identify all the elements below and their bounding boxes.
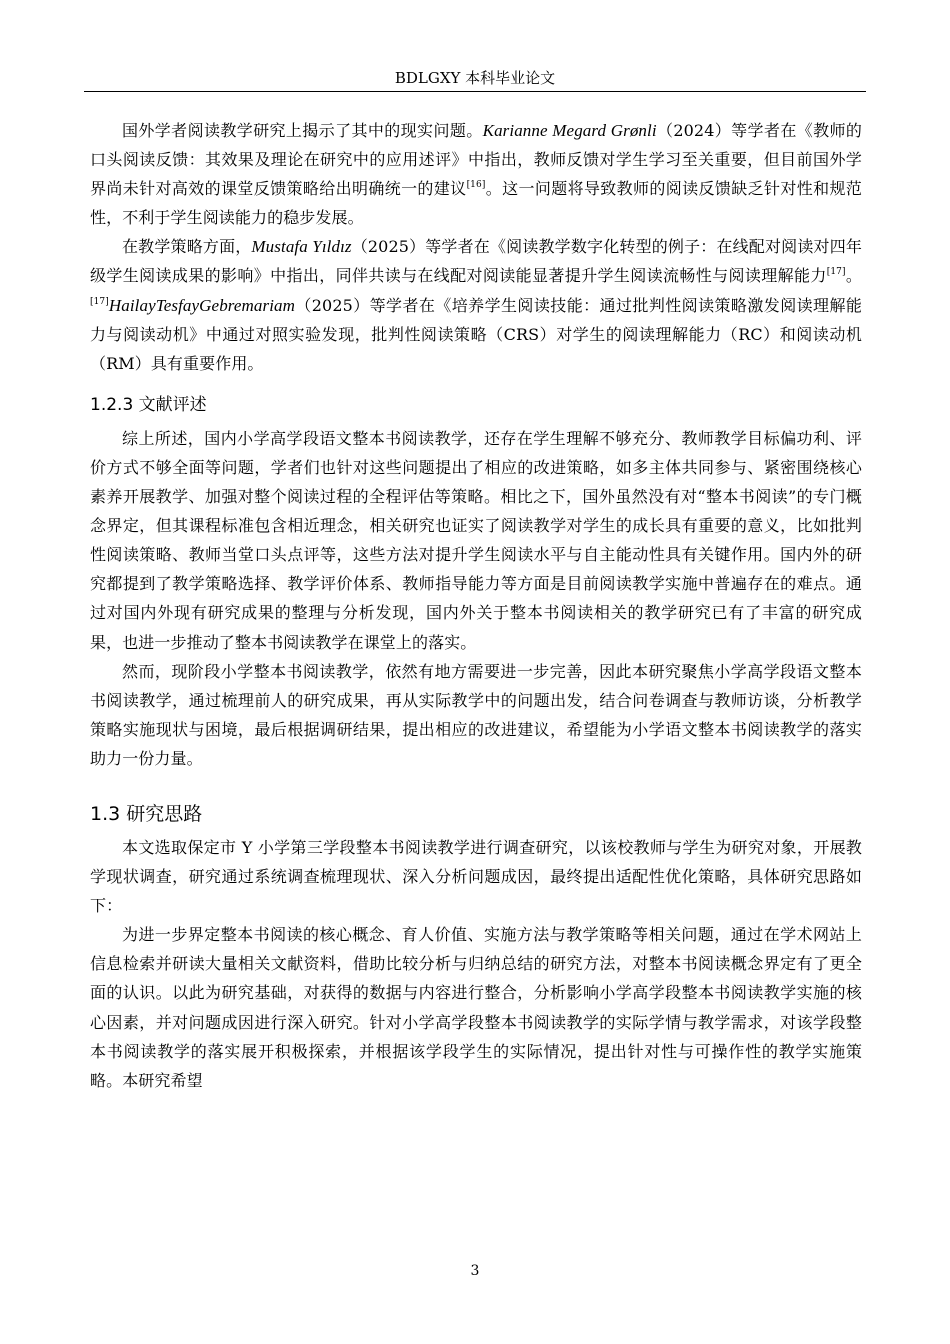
- section-heading-1-3: [90, 799, 862, 829]
- subsection-heading-1-2-3: [90, 392, 862, 418]
- heading-title: 文献评述: [138, 394, 207, 415]
- text-run: （2024）等学者在《教师的口头阅读反馈：其效果及理论在研究中的应用述评》中指出，教师反馈对学生学习至关重要，但目前国外学界尚未针对高效的课堂反馈策略给出明确统一的建议: [90, 121, 862, 199]
- author-name: Mustafa Yıldız: [251, 237, 352, 257]
- page-body: [90, 116, 862, 1095]
- paragraph-research-method: 为进一步界定整本书阅读的核心概念、育人价值、实施方法与教学策略等相关问题，通过在学术网站上信息检索并研读大量相关文献资料，借助比较分析与归纳总结的研究方法，对整本书阅读概念界定有了更全面的认识。以此为研究基础，对获得的数据与内容进行整合，分析影响小学高学段整本书阅读教学实施的核心因素，并对问题成因进行深入研究。针对小学高学段整本书阅读教学的实际学情与教学需求，对该学段整本书阅读教学的落实展开积极探索，并根据该学段学生的实际情况，提出针对性与可操作性的教学实施策略。本研究希望: [90, 925, 862, 1090]
- paragraph-research-object: 本文选取保定市 Y 小学第三学段整本书阅读教学进行调查研究，以该校教师与学生为研究对象，开展教学现状调查，研究通过系统调查梳理现状、深入分析问题成因，最终提出适配性优化策略，具体研究思路如下：: [90, 837, 862, 916]
- citation-ref: [17]: [826, 267, 846, 278]
- citation-ref: [17]: [90, 296, 109, 307]
- header-rule: [84, 91, 866, 92]
- page-number: 3: [470, 1263, 480, 1279]
- heading-number: 1.3: [90, 802, 121, 825]
- author-name: HailayTesfayGebremariam: [108, 295, 296, 315]
- text-run: 。: [845, 266, 862, 286]
- text-run: 在教学策略方面，: [122, 237, 252, 257]
- paragraph-research-focus: 然而，现阶段小学整本书阅读教学，依然有地方需要进一步完善，因此本研究聚焦小学高学段语文整本书阅读教学，通过梳理前人的研究成果，再从实际教学中的问题出发，结合问卷调查与教师访谈，分析教学策略实施现状与困境，最后根据调研结果，提出相应的改进建议，希望能为小学语文整本书阅读教学的落实助力一份力量。: [90, 661, 862, 768]
- text-run: （2025）等学者在《培养学生阅读技能：通过批判性阅读策略激发阅读理解能力与阅读动机》中通过对照实验发现，批判性阅读策略（CRS）对学生的阅读理解能力（RC）和阅读动机（RM）具有重要作用。: [90, 295, 862, 373]
- author-name: Karianne Megard Grønli: [482, 121, 657, 140]
- paragraph-foreign-research: [90, 116, 862, 232]
- text-run: 。这一问题将导致教师的阅读反馈缺乏针对性和规范性，不利于学生阅读能力的稳步发展。: [90, 179, 862, 228]
- heading-number: 1.2.3: [90, 394, 134, 415]
- citation-ref: [16]: [466, 180, 486, 190]
- running-header: BDLGXY 本科毕业论文: [394, 69, 556, 87]
- text-run: （2025）等学者在《阅读教学数字化转型的例子：在线配对阅读对四年级学生阅读成果的影响》中指出，同伴共读与在线配对阅读能显著提升学生阅读流畅性与阅读理解能力: [90, 237, 862, 286]
- paragraph-literature-review: 综上所述，国内小学高学段语文整本书阅读教学，还存在学生理解不够充分、教师教学目标偏功利、评价方式不够全面等问题，学者们也针对这些问题提出了相应的改进策略，如多主体共同参与、紧密围绕核心素养开展教学、加强对整个阅读过程的全程评估等策略。相比之下，国外虽然没有对“整本书阅读”的专门概念界定，但其课程标准包含相近理念，相关研究也证实了阅读教学对学生的成长具有重要的意义，比如批判性阅读策略、教师当堂口头点评等，这些方法对提升学生阅读水平与自主能动性具有关键作用。国内外的研究都提到了教学策略选择、教学评价体系、教师指导能力等方面是目前阅读教学实施中普遍存在的难点。通过对国内外现有研究成果的整理与分析发现，国内外关于整本书阅读相关的教学研究已有了丰富的研究成果，也进一步推动了整本书阅读教学在课堂上的落实。: [90, 428, 862, 652]
- text-run: 国外学者阅读教学研究上揭示了其中的现实问题。: [122, 121, 483, 140]
- paragraph-teaching-strategy: [90, 232, 862, 377]
- heading-title: 研究思路: [126, 802, 203, 825]
